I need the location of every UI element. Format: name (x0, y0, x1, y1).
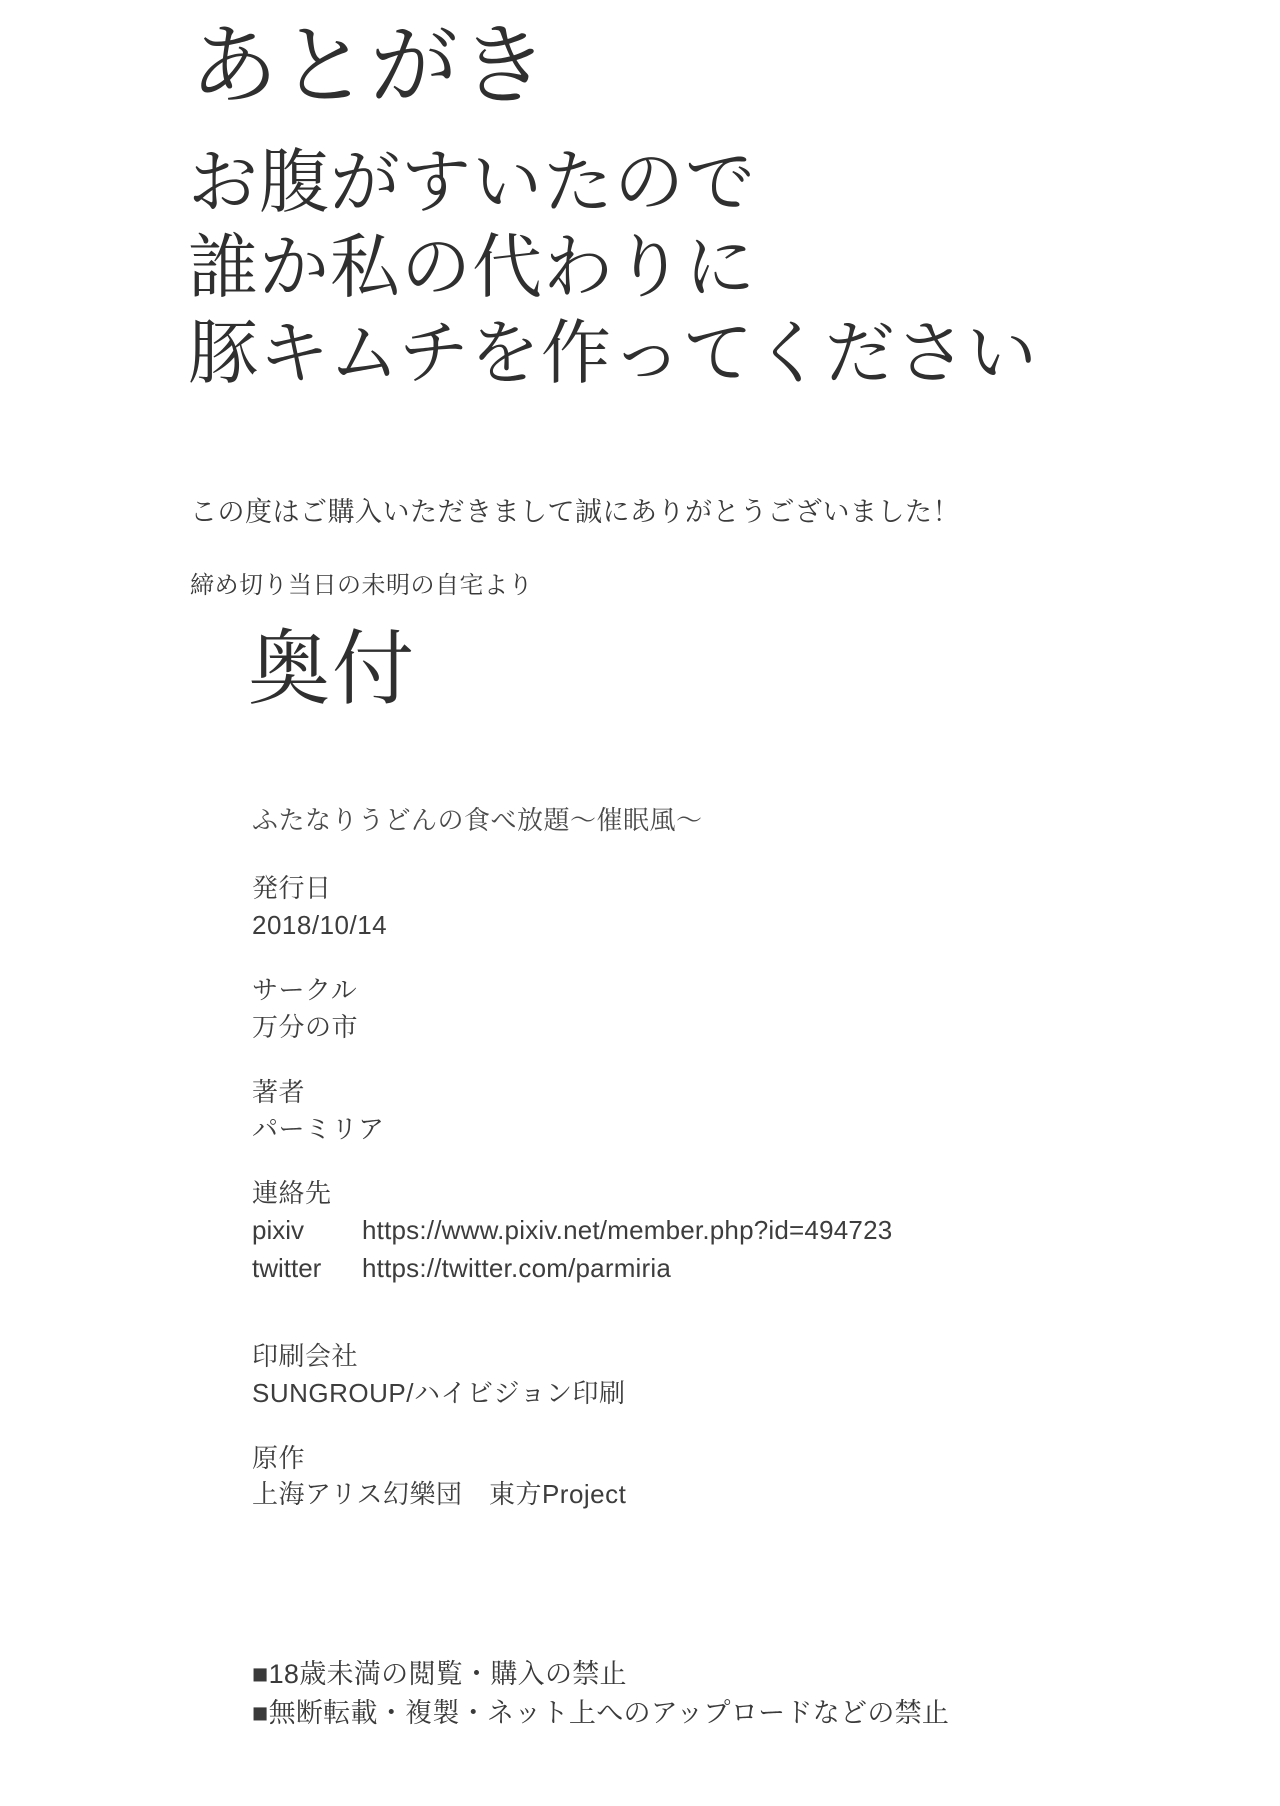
entry-label: 連絡先 (252, 1178, 332, 1209)
afterword-heading: あとがき (190, 16, 551, 115)
entry-label: 印刷会社 (252, 1340, 359, 1371)
entry-label: 原作 (252, 1442, 306, 1473)
colophon-entry-contact (252, 1175, 1152, 1287)
colophon-entry-circle (252, 972, 1152, 1046)
afterword-line-2: 誰か私の代わりに (188, 228, 756, 307)
colophon-entries (252, 870, 1152, 1541)
entry-value: 上海アリス幻樂団 東方Project (252, 1479, 627, 1510)
afterword-line-3: 豚キムチを作ってください (188, 313, 1038, 392)
entry-label: 著者 (252, 1076, 306, 1107)
entry-value: 2018/10/14 (252, 909, 388, 940)
entry-value: 万分の市 (252, 1011, 359, 1042)
contact-row-twitter[interactable] (252, 1250, 1152, 1288)
contact-url-twitter[interactable]: https://twitter.com/parmiria (362, 1253, 672, 1284)
contact-row-pixiv[interactable] (252, 1212, 1152, 1250)
colophon-entry-printer (252, 1338, 1152, 1412)
afterword-lines (188, 140, 1188, 396)
notice-age-restriction: ■18歳未満の閲覧・購入の禁止 (252, 1659, 627, 1689)
contact-type-label: twitter (252, 1253, 322, 1284)
contact-type-label: pixiv (252, 1215, 305, 1246)
legal-notices (252, 1655, 1152, 1733)
colophon-entry-author (252, 1074, 1152, 1148)
notice-reproduction-ban: ■無断転載・複製・ネット上へのアップロードなどの禁止 (252, 1698, 950, 1729)
entry-value: パーミリア (252, 1113, 385, 1144)
colophon-heading: 奥付 (248, 624, 417, 715)
afterword-signature-text: 締め切り当日の未明の自宅より (190, 572, 533, 599)
entry-spacer (252, 1316, 1152, 1338)
colophon-work-title: ふたなりうどんの食べ放題〜催眠風〜 (252, 805, 703, 835)
entry-label: 発行日 (252, 873, 332, 903)
afterword-thanks-text: この度はご購入いただきまして誠にありがとうございました！ (190, 497, 960, 527)
colophon-entry-original (252, 1440, 1152, 1514)
afterword-line-1: お腹がすいたので (188, 143, 756, 221)
contact-url-pixiv[interactable]: https://www.pixiv.net/member.php?id=494723 (362, 1215, 893, 1246)
colophon-entry-publish-date (252, 870, 1152, 944)
entry-value: SUNGROUP/ハイビジョン印刷 (252, 1377, 626, 1408)
entry-label: サークル (252, 974, 358, 1005)
